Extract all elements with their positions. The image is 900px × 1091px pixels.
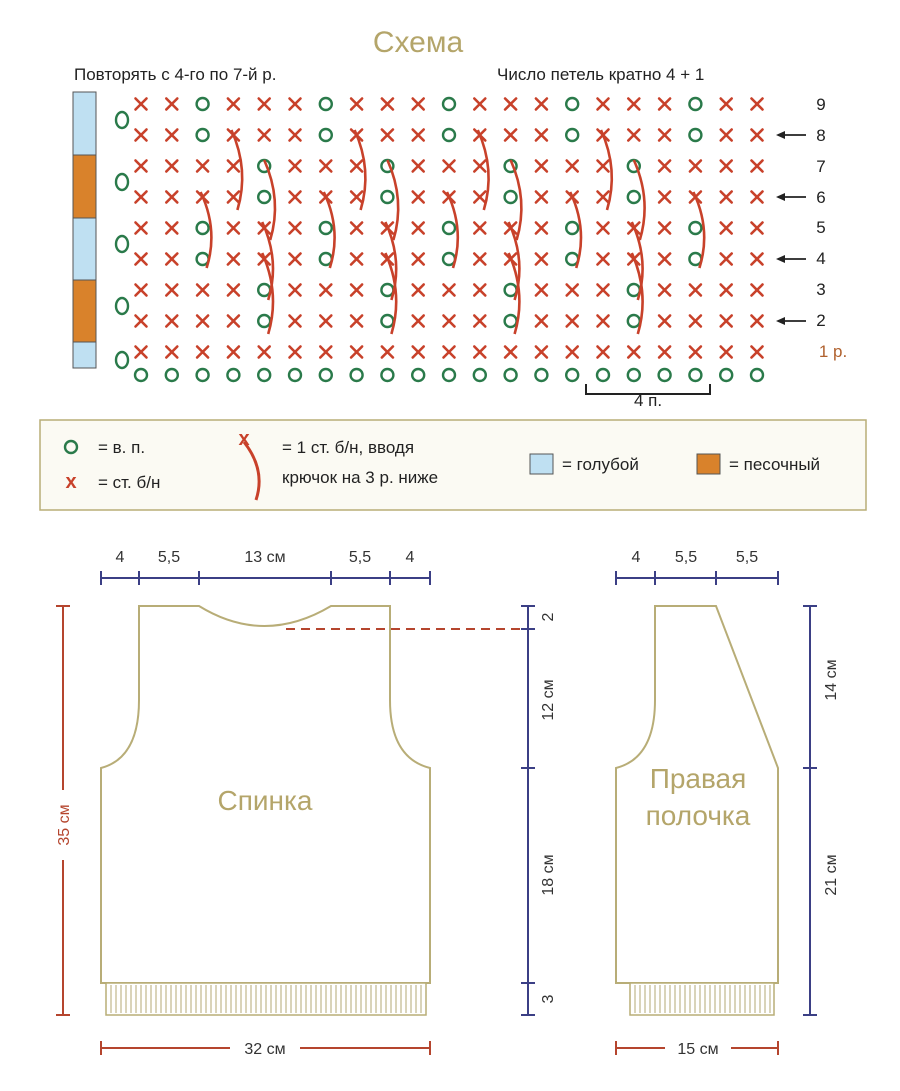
chain-stitch xyxy=(381,191,393,203)
stripe-band xyxy=(73,92,96,155)
back-bottom-dimension xyxy=(101,1036,430,1058)
back-right-dim: 12 см xyxy=(540,679,557,721)
chain-stitch xyxy=(443,98,455,110)
stripe-band xyxy=(73,155,96,218)
chain-stitch xyxy=(258,315,270,327)
front-ribbing xyxy=(630,983,774,1015)
front-right-dimension xyxy=(803,606,840,1015)
row-number: 4 xyxy=(816,249,826,268)
blue-swatch xyxy=(530,454,553,474)
back-height-dimension xyxy=(52,606,74,1015)
chain-stitch xyxy=(197,369,209,381)
row-number: 2 xyxy=(816,311,826,330)
sand-swatch xyxy=(697,454,720,474)
spike-symbol-x: x xyxy=(238,428,250,450)
front-piece xyxy=(616,549,840,1058)
chart-title: Схема xyxy=(372,26,464,59)
back-bottom-width: 32 см xyxy=(244,1041,286,1058)
chain-stitch xyxy=(320,98,332,110)
chain-stitch xyxy=(628,191,640,203)
front-label-line1: Правая xyxy=(649,763,747,794)
back-piece xyxy=(52,549,558,1058)
chain-stitch xyxy=(659,369,671,381)
spike-arc xyxy=(447,192,458,268)
row-number: 9 xyxy=(816,95,826,114)
front-top-dim: 5,5 xyxy=(735,549,759,566)
chain-stitch xyxy=(751,369,763,381)
legend-sc: = ст. б/н xyxy=(98,473,161,492)
chain-stitch xyxy=(258,284,270,296)
back-top-dim: 5,5 xyxy=(157,549,181,566)
chain-stitch xyxy=(566,222,578,234)
chain-stitch xyxy=(197,129,209,141)
repeat-bracket xyxy=(586,384,710,410)
chain-stitch xyxy=(505,191,517,203)
chain-stitch xyxy=(443,222,455,234)
chain-stitch xyxy=(166,369,178,381)
chain-stitch xyxy=(689,222,701,234)
row-number: 8 xyxy=(816,126,826,145)
spike-arc xyxy=(693,192,704,268)
chain-stitch xyxy=(628,315,640,327)
back-top-dim: 13 см xyxy=(244,549,286,566)
front-top-dim: 4 xyxy=(631,549,641,566)
front-label-line2: полочка xyxy=(645,800,751,831)
row-number-first: 1 р. xyxy=(818,342,848,361)
stripe-band xyxy=(73,342,96,368)
front-bottom-dimension xyxy=(616,1036,778,1058)
edge-chain xyxy=(116,112,128,128)
chain-stitch xyxy=(689,129,701,141)
color-stripe xyxy=(73,92,96,368)
edge-chain xyxy=(116,298,128,314)
repeat-note: Повторять с 4-го по 7-й р. xyxy=(74,65,277,84)
row-number: 5 xyxy=(816,218,826,237)
chain-stitch xyxy=(443,369,455,381)
back-top-dim: 4 xyxy=(405,549,415,566)
chain-stitch xyxy=(443,129,455,141)
row-numbers xyxy=(816,95,847,361)
edge-chain-symbols xyxy=(116,112,128,368)
back-right-dimension xyxy=(521,606,558,1016)
legend-spike-line1: = 1 ст. б/н, вводя xyxy=(282,438,415,457)
legend xyxy=(40,420,866,510)
repeat-bracket-label: 4 п. xyxy=(633,391,663,410)
chain-stitch xyxy=(474,369,486,381)
chain-stitch xyxy=(320,369,332,381)
chain-stitch xyxy=(566,98,578,110)
row-arrow-head xyxy=(776,317,785,325)
front-bottom-width: 15 см xyxy=(677,1041,719,1058)
spike-arc xyxy=(201,192,212,268)
stripe-band xyxy=(73,280,96,342)
chain-stitch xyxy=(289,369,301,381)
chain-stitch xyxy=(505,369,517,381)
front-top-dim: 5,5 xyxy=(674,549,698,566)
spike-arc xyxy=(324,192,335,268)
chain-stitch xyxy=(381,284,393,296)
legend-chain: = в. п. xyxy=(98,438,146,457)
back-label: Спинка xyxy=(217,785,313,816)
back-right-dim: 18 см xyxy=(540,854,557,896)
chain-stitch xyxy=(258,191,270,203)
chain-stitch xyxy=(566,129,578,141)
spike-arc xyxy=(570,192,581,268)
chain-stitch xyxy=(381,315,393,327)
chain-stitch xyxy=(320,222,332,234)
legend-sand: = песочный xyxy=(729,455,821,474)
stripe-band xyxy=(73,218,96,280)
chain-stitch xyxy=(227,369,239,381)
chain-stitch xyxy=(505,315,517,327)
edge-chain xyxy=(116,236,128,252)
chain-stitch xyxy=(135,369,147,381)
chain-stitch xyxy=(197,222,209,234)
back-right-dim: 2 xyxy=(540,612,557,622)
chain-stitch xyxy=(597,369,609,381)
chain-stitch xyxy=(628,369,640,381)
row-number: 3 xyxy=(816,280,826,299)
edge-chain xyxy=(116,352,128,368)
chain-stitch xyxy=(381,369,393,381)
chain-stitch xyxy=(689,98,701,110)
row-number: 6 xyxy=(816,188,826,207)
front-right-dim: 14 см xyxy=(823,659,840,701)
row-number: 7 xyxy=(816,157,826,176)
chain-stitch xyxy=(535,369,547,381)
chain-stitch xyxy=(689,369,701,381)
chain-stitch xyxy=(505,284,517,296)
back-height-total: 35 см xyxy=(56,804,73,846)
chain-stitch xyxy=(258,369,270,381)
multiple-note: Число петель кратно 4 + 1 xyxy=(497,65,705,84)
chain-stitch xyxy=(566,369,578,381)
back-top-dimension xyxy=(101,549,430,585)
chain-stitch xyxy=(412,369,424,381)
front-right-dim: 21 см xyxy=(823,854,840,896)
chain-stitch xyxy=(197,98,209,110)
legend-spike-line2: крючок на 3 р. ниже xyxy=(282,468,439,487)
chain-stitch xyxy=(628,284,640,296)
back-right-dim: 3 xyxy=(540,994,557,1004)
legend-blue: = голубой xyxy=(562,455,639,474)
front-top-dimension xyxy=(616,549,778,585)
back-top-dim: 5,5 xyxy=(348,549,372,566)
stitch-grid xyxy=(135,98,763,381)
chain-stitch xyxy=(351,369,363,381)
row-direction-arrows xyxy=(776,131,806,325)
back-top-dim: 4 xyxy=(115,549,125,566)
front-outline xyxy=(616,606,778,983)
chain-stitch xyxy=(320,129,332,141)
row-arrow-head xyxy=(776,131,785,139)
chain-stitch xyxy=(720,369,732,381)
edge-chain xyxy=(116,174,128,190)
row-arrow-head xyxy=(776,255,785,263)
sc-symbol: x xyxy=(65,471,77,493)
row-arrow-head xyxy=(776,193,785,201)
